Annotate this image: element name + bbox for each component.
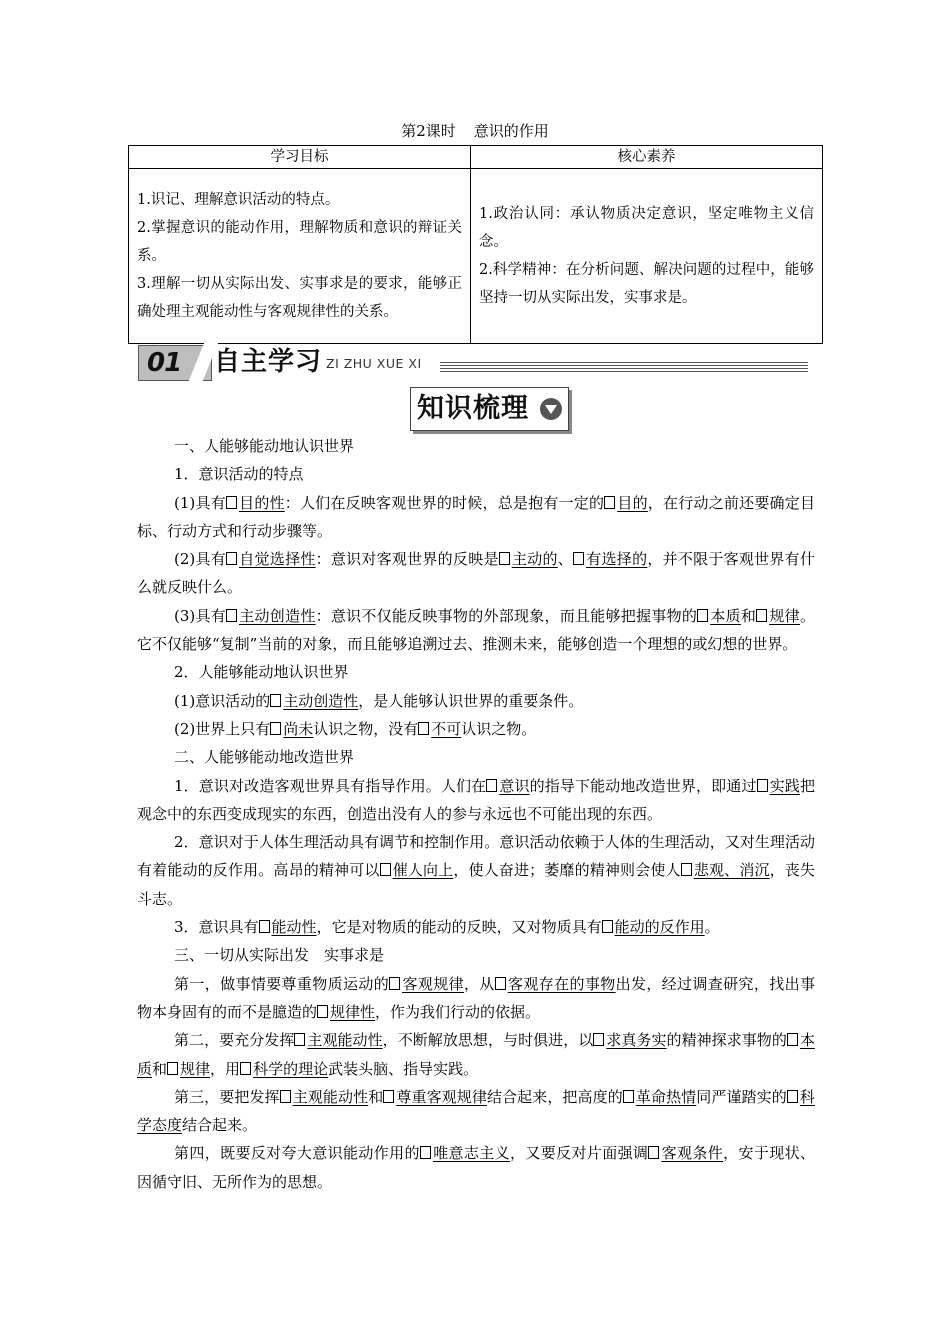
paragraph-text: ，并不限于客观世界有什么就反映什么。 (137, 550, 815, 597)
goal-item: 2.掌握意识的能动作用，理解物质和意识的辩证关系。 (137, 220, 462, 264)
blank-box-icon (697, 609, 708, 622)
paragraph-text: 。它不仅能够“复制”当前的对象，而且能够追溯过去、推测未来，能够创造一个理想的或幻想的世界。 (137, 606, 815, 654)
fill-blank-answer (756, 607, 800, 625)
content-paragraph (137, 602, 815, 659)
answer-text: 唯意志主义 (432, 1144, 511, 1163)
blank-box-icon (226, 609, 237, 622)
paragraph-text: 和 (740, 606, 757, 625)
paragraph-text: 第四，既要反对夸大意识能动作用的 (174, 1144, 420, 1163)
paragraph-text: ，不断解放思想，与时俱进，以 (382, 1031, 594, 1050)
content-paragraph (137, 772, 815, 829)
blank-box-icon (226, 552, 237, 565)
fill-blank-answer (418, 720, 461, 738)
blank-box-icon (604, 496, 615, 509)
fill-blank-answer (226, 607, 316, 625)
competency-cell (471, 169, 823, 344)
fill-blank-answer (270, 692, 358, 710)
paragraph-text: (1)意识活动的 (174, 691, 271, 710)
fill-blank-answer (317, 1003, 375, 1021)
content-paragraph (137, 941, 815, 969)
paragraph-text: 出发，经过调查研究，找出事物本身固有的而不是臆造的 (137, 974, 815, 1021)
paragraph-text: 结合起来。 (182, 1116, 258, 1135)
content-paragraph (137, 658, 815, 686)
answer-text: 目的 (617, 493, 648, 512)
paragraph-text: (2)具有 (174, 550, 227, 569)
answer-text: 客观存在的事物 (507, 974, 616, 993)
answer-text: 目的性 (238, 493, 285, 512)
paragraph-text: (2)世界上只有 (174, 719, 271, 738)
answer-text: 客观规律 (402, 974, 464, 993)
blank-box-icon (499, 552, 510, 565)
paragraph-text: 第二，要充分发挥 (174, 1031, 295, 1050)
answer-text: 不可 (431, 719, 462, 738)
paragraph-text: 和 (368, 1087, 384, 1106)
goal-item: 3.理解一切从实际出发、实事求是的要求，能够正确处理主观能动性与客观规律性的关系。 (137, 276, 462, 320)
content-paragraph (137, 489, 815, 546)
fill-blank-answer (757, 777, 800, 795)
content-paragraph (137, 1026, 815, 1083)
paragraph-text: 把观念中的东西变成现实的东西，创造出没有人的参与永远也不可能出现的东西。 (137, 776, 815, 823)
content-paragraph (137, 432, 815, 460)
paragraph-text: ，从 (463, 974, 495, 993)
banner-rule-lines (440, 362, 808, 374)
paragraph-text: ，用 (210, 1059, 241, 1078)
paragraph-text: ：意识对客观世界的反映是 (315, 550, 499, 569)
blank-box-icon (486, 779, 497, 792)
fill-blank-answer (499, 550, 558, 568)
paragraph-text: 的精神探求事物的 (666, 1031, 787, 1050)
answer-text: 尊重客观规律 (396, 1087, 487, 1106)
fill-blank-answer (486, 777, 529, 795)
goal-item: 1.识记、理解意识活动的特点。 (137, 192, 340, 208)
fill-blank-answer (259, 918, 317, 936)
blank-box-icon (259, 920, 270, 933)
content-paragraph (137, 715, 815, 743)
fill-blank-answer (167, 1060, 210, 1078)
answer-text: 自觉选择性 (239, 550, 316, 569)
blank-box-icon (681, 863, 692, 876)
goals-header: 学习目标 (129, 146, 471, 169)
answer-text: 规律 (769, 606, 800, 625)
blank-box-icon (270, 694, 281, 707)
paragraph-text: 1．意识活动的特点 (174, 465, 304, 484)
fill-blank-answer (294, 1031, 382, 1049)
blank-box-icon (602, 920, 613, 933)
content-paragraph (137, 1083, 815, 1140)
answer-text: 尚未 (283, 719, 314, 738)
competency-header: 核心素养 (471, 146, 823, 169)
blank-box-icon (317, 1005, 328, 1018)
blank-box-icon (380, 863, 391, 876)
paragraph-text: ，它是对物质的能动的反映，又对物质具有 (316, 918, 602, 937)
paragraph-text: 三、一切从实际出发 实事求是 (174, 946, 385, 965)
blank-box-icon (294, 1033, 305, 1046)
fill-blank-answer (495, 975, 616, 993)
answer-text: 本质 (137, 1031, 815, 1078)
answer-text: 能动的反作用 (614, 918, 705, 937)
paragraph-text: 1．意识对改造客观世界具有指导作用。人们在 (174, 776, 487, 795)
paragraph-text: ，又要反对片面强调 (510, 1144, 649, 1163)
paragraph-text: 。 (704, 918, 720, 937)
goals-table (128, 145, 823, 344)
answer-text: 规律性 (330, 1002, 376, 1021)
knowledge-content (137, 432, 815, 1196)
blank-box-icon (420, 1146, 431, 1159)
paragraph-text: 的指导下能动地改造世界，即通过 (529, 776, 757, 795)
paragraph-text: 3．意识具有 (174, 918, 259, 937)
blank-box-icon (787, 1033, 798, 1046)
content-paragraph (137, 913, 815, 941)
knowledge-heading-text: 知识梳理 (417, 393, 529, 424)
blank-box-icon (623, 1090, 634, 1103)
content-paragraph (137, 1139, 815, 1196)
blank-box-icon (226, 496, 237, 509)
blank-box-icon (418, 722, 429, 735)
lesson-topic: 意识的作用 (473, 122, 549, 140)
fill-blank-answer (681, 861, 770, 879)
paragraph-text: 、 (557, 550, 574, 569)
paragraph-text: 武装头脑、指导实践。 (328, 1059, 479, 1078)
paragraph-text: (1)具有 (174, 493, 226, 512)
fill-blank-answer (593, 1031, 666, 1049)
answer-text: 意识 (499, 776, 530, 795)
paragraph-text: 2．人能够能动地认识世界 (174, 663, 349, 682)
answer-text: 能动性 (271, 918, 317, 937)
fill-blank-answer (389, 975, 464, 993)
content-paragraph (137, 460, 815, 488)
answer-text: 本质 (710, 606, 741, 625)
fill-blank-answer (226, 550, 316, 568)
fill-blank-answer (270, 720, 313, 738)
section-title: 自主学习 (214, 347, 323, 377)
lesson-title (0, 120, 950, 142)
fill-blank-answer (648, 1144, 723, 1162)
blank-box-icon (280, 1090, 291, 1103)
answer-text: 科学的理论 (253, 1059, 329, 1078)
answer-text: 求真务实 (606, 1031, 667, 1050)
knowledge-heading (410, 387, 569, 431)
paragraph-text: ，丧失斗志。 (137, 861, 815, 908)
answer-text: 有选择的 (586, 550, 648, 569)
paragraph-text: 一、人能够能动地认识世界 (174, 437, 355, 455)
answer-text: 革命热情 (635, 1087, 697, 1106)
answer-text: 规律 (180, 1059, 211, 1078)
blank-box-icon (495, 977, 506, 990)
blank-box-icon (757, 779, 768, 792)
paragraph-text: ，使人奋进；萎靡的精神则会使人 (453, 861, 681, 880)
lesson-number: 第2课时 (401, 122, 456, 140)
paragraph-text: ，作为我们行动的依据。 (375, 1002, 541, 1021)
paragraph-text: 和 (152, 1059, 168, 1078)
section-number: 01 (147, 348, 182, 378)
blank-box-icon (573, 552, 584, 565)
paragraph-text: 结合起来，把高度的 (486, 1087, 623, 1106)
paragraph-text: ，是人能够认识世界的重要条件。 (358, 691, 584, 710)
blank-box-icon (593, 1033, 604, 1046)
blank-box-icon (648, 1146, 659, 1159)
blank-box-icon (383, 1090, 394, 1103)
content-paragraph (137, 743, 815, 771)
blank-box-icon (787, 1090, 798, 1103)
fill-blank-answer (623, 1088, 696, 1106)
answer-text: 主动创造性 (239, 606, 316, 625)
paragraph-text: ：意识不仅能反映事物的外部现象，而且能够把握事物的 (315, 606, 698, 625)
fill-blank-answer (280, 1088, 369, 1106)
paragraph-text: 认识之物。 (461, 719, 537, 738)
answer-text: 主动的 (511, 550, 558, 569)
section-pinyin: ZI ZHU XUE XI (326, 356, 422, 371)
content-paragraph (137, 545, 815, 602)
fill-blank-answer (697, 607, 741, 625)
fill-blank-answer (573, 550, 647, 568)
competency-item: 2.科学精神：在分析问题、解决问题的过程中，能够坚持一切从实际出发，实事求是。 (479, 262, 814, 306)
paragraph-text: ：人们在反映客观世界的时候，总是抱有一定的 (284, 493, 605, 512)
fill-blank-answer (602, 918, 705, 936)
paragraph-text: (3)具有 (174, 606, 227, 625)
fill-blank-answer (604, 494, 648, 512)
answer-text: 主观能动性 (292, 1087, 369, 1106)
blank-box-icon (270, 722, 281, 735)
blank-box-icon (389, 977, 400, 990)
paragraph-text: 二、人能够能动地改造世界 (174, 748, 355, 767)
competency-item: 1.政治认同：承认物质决定意识，坚定唯物主义信念。 (479, 206, 814, 250)
paragraph-text: 2．意识对于人体生理活动具有调节和控制作用。意识活动依赖于人体的生理活动，又对生理活动有着能动的反作用。高昂的精神可以 (137, 833, 815, 880)
section-banner (138, 345, 808, 381)
paragraph-text: ，在行动之前还要确定目标、行动方式和行动步骤等。 (137, 493, 815, 540)
blank-box-icon (167, 1062, 178, 1075)
answer-text: 客观条件 (661, 1144, 724, 1163)
answer-text: 主观能动性 (307, 1031, 383, 1050)
paragraph-text: ，安于现状、因循守旧、无所作为的思想。 (137, 1144, 815, 1191)
paragraph-text: 第一，做事情要尊重物质运动的 (174, 974, 390, 993)
paragraph-text: 认识之物，没有 (313, 719, 419, 738)
fill-blank-answer (383, 1088, 487, 1106)
answer-text: 催人向上 (392, 861, 454, 880)
answer-text: 主动创造性 (283, 691, 359, 710)
blank-box-icon (240, 1062, 251, 1075)
fill-blank-answer (420, 1144, 510, 1162)
answer-text: 悲观、消沉 (693, 861, 770, 880)
triangle-down-icon (540, 398, 562, 420)
blank-box-icon (756, 609, 767, 622)
paragraph-text: 同严谨踏实的 (696, 1087, 787, 1106)
answer-text: 实践 (769, 776, 800, 795)
fill-blank-answer (240, 1060, 328, 1078)
fill-blank-answer (380, 861, 454, 879)
content-paragraph (137, 687, 815, 715)
content-paragraph (137, 828, 815, 913)
fill-blank-answer (226, 494, 285, 512)
content-paragraph (137, 970, 815, 1027)
goals-cell (129, 169, 471, 344)
paragraph-text: 第三，要把发挥 (174, 1087, 280, 1106)
answer-text: 科学态度 (137, 1087, 815, 1135)
